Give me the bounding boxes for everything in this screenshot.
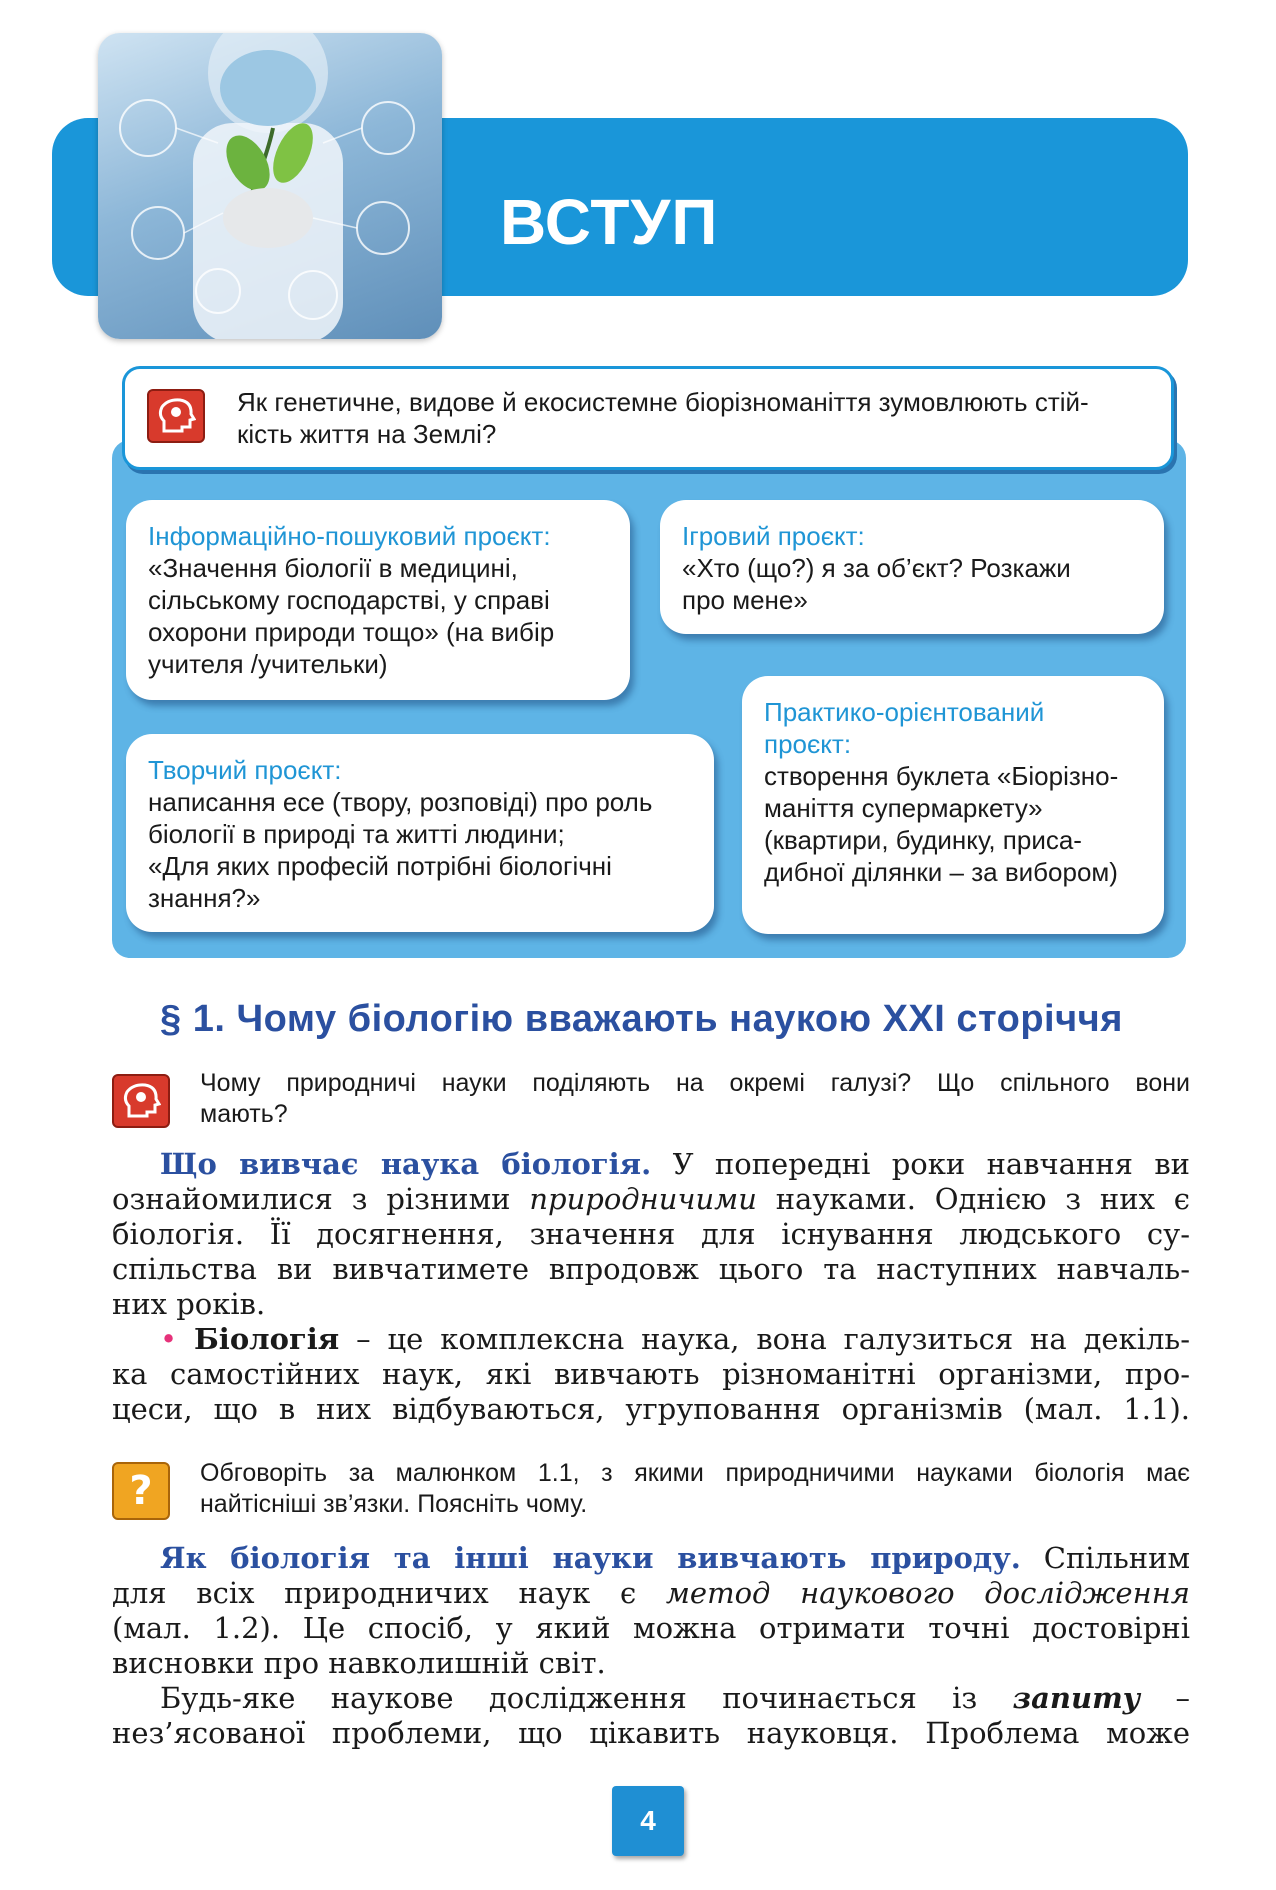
paragraph-line: них років. [112,1287,266,1321]
paragraph-line: • Біологія – це комплексна наука, вона галузиться на декіль- [160,1322,1191,1356]
paragraph-line: ка самостійних наук, які вивчають різноманітні організми, про- [112,1357,1190,1391]
project-title: Творчий проєкт: [148,755,342,785]
paragraph-line: спільства ви вивчатимете впродовж цього та наступних навчаль- [112,1252,1190,1286]
q1-line-1: Чому природничі науки поділяють на окремі галузі? Що спільного вони [200,1069,1190,1097]
project-body: «Хто (що?) я за об’єкт? Розкажи про мене» [682,553,1071,615]
project-body: створення буклета «Біорізно- маніття супермаркету» (квартири, будинку, приса- дибної ділянки – за вибором) [764,761,1119,887]
project-card-practical [742,676,1164,934]
bullet: • [160,1322,178,1356]
paragraph-line: біологія. Її досягнення, значення для існування людського су- [112,1217,1190,1251]
paragraph-line: Будь-яке наукове дослідження починається із запиту – [160,1681,1190,1715]
discuss-line-2: найтісніші зв’язки. Поясніть чому. [200,1490,588,1518]
q1-line-2: мають? [200,1100,288,1128]
chapter-title: ВСТУП [500,186,719,258]
paragraph-line: цеси, що в них відбуваються, угруповання організмів (мал. 1.1). [112,1392,1190,1426]
brain-head-icon [147,389,205,443]
key-question-line-2: кість життя на Землі? [237,419,497,449]
project-title: Ігровий проєкт: [682,521,865,551]
project-body: «Значення біології в медицині, сільському господарстві, у справі охорони природи тощо» (на вибір учителя /учительки) [148,553,555,679]
paragraph-line: (мал. 1.2). Це спосіб, у який можна отримати точні достовірні [112,1611,1190,1645]
brain-head-icon [112,1074,170,1128]
project-card-info [126,500,630,700]
paragraph-line: для всіх природничих наук є метод наукового дослідження [112,1576,1190,1610]
question-mark-icon: ? [112,1462,170,1520]
project-title: Практико-орієнтований проєкт: [764,697,1045,759]
term-bold-italic: запиту [1012,1681,1141,1715]
page-number: 4 [612,1786,684,1856]
key-question-line-1: Як генетичне, видове й екосистемне біорізноманіття зумовлюють стій- [237,387,1089,417]
project-title: Інформаційно-пошуковий проєкт: [148,521,551,551]
paragraph-line: нез’ясованої проблеми, що цікавить науковця. Проблема може [112,1716,1190,1750]
key-question-box [122,366,1174,470]
term-italic: метод наукового дослідження [665,1576,1190,1610]
project-body: написання есе (твору, розповіді) про роль біології в природі та житті людини; «Для яких професій потрібні біологічні знання?» [148,787,653,913]
term-bold: Біологія [194,1322,340,1356]
project-card-game [660,500,1164,634]
paragraph-line: Як біологія та інші науки вивчають природу. Спільним [160,1541,1190,1575]
term-italic: природничими [529,1182,757,1216]
header-photo [98,33,442,339]
subheading: Що вивчає наука біологія. [160,1147,652,1181]
scientist-sprout-illustration [98,33,442,339]
discuss-line-1: Обговоріть за малюнком 1.1, з якими природничими науками біологія має [200,1459,1190,1487]
paragraph-line: ознайомилися з різними природничими науками. Однією з них є [112,1182,1190,1216]
project-card-creative [126,734,714,932]
subheading: Як біологія та інші науки вивчають природу. [160,1541,1021,1575]
section-title: § 1. Чому біологію вважають наукою XXI сторіччя [160,998,1123,1040]
paragraph-line: висновки про навколишній світ. [112,1646,606,1680]
paragraph-line: Що вивчає наука біологія. У попередні роки навчання ви [160,1147,1190,1181]
